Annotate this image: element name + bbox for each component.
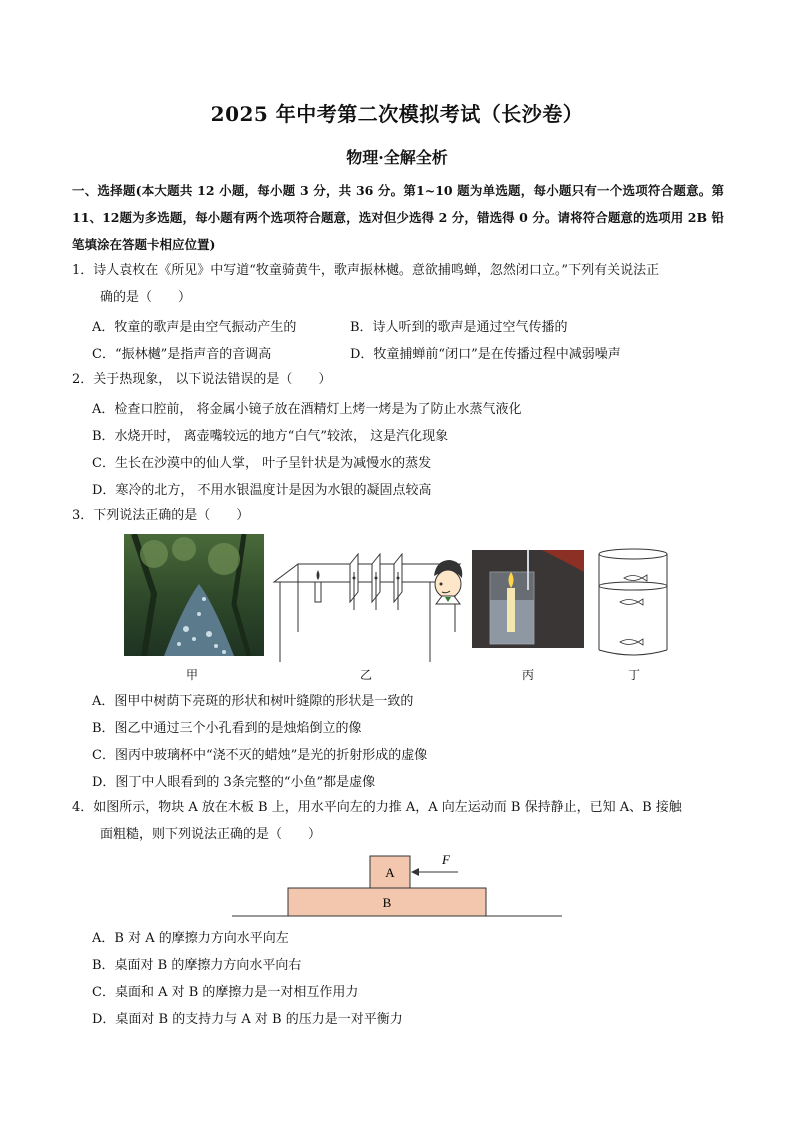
exam-title: 2025 年中考第二次模拟考试（长沙卷）: [210, 102, 584, 126]
question-stem-cont: 面粗糙，则下列说法正确的是（ ）: [100, 827, 322, 842]
figure-caption-bing: 丙: [521, 668, 534, 682]
option-3a: A．图甲中树荫下亮斑的形状和树叶缝隙的形状是一致的: [92, 694, 414, 709]
option-3c: C．图丙中玻璃杯中“浇不灭的蜡烛”是光的折射形成的虚像: [92, 748, 428, 763]
option-3b: B．图乙中通过三个小孔看到的是烛焰倒立的像: [92, 721, 362, 736]
figure-forest-photo: [124, 534, 264, 656]
figure-caption-jia: 甲: [185, 668, 198, 682]
option-2b: B．水烧开时， 离壶嘴较远的地方“白气”较浓， 这是汽化现象: [92, 429, 449, 444]
option-3d: D．图丁中人眼看到的 3条完整的“小鱼”都是虚像: [92, 775, 376, 790]
question-stem: 4．如图所示，物块 A 放在木板 B 上，用水平向左的力推 A，A 向左运动而 B 保持静止，已知 A、B 接触: [72, 800, 682, 815]
question-3: [72, 502, 724, 529]
force-label: F: [442, 852, 450, 867]
question-4: [72, 794, 724, 848]
question-stem: 2．关于热现象， 以下说法错误的是（ ）: [72, 372, 332, 387]
figure-caption-ding: 丁: [627, 668, 640, 682]
option-4d: D．桌面对 B 的支持力与 A 对 B 的压力是一对平衡力: [92, 1012, 403, 1027]
option-1a: A．牧童的歌声是由空气振动产生的: [92, 320, 297, 335]
option-2a: A．检查口腔前， 将金属小镜子放在酒精灯上烤一烤是为了防止水蒸气液化: [92, 402, 522, 417]
figure-candle-glass-photo: [472, 550, 584, 648]
option-1d: D．牧童捕蝉前“闭口”是在传播过程中减弱噪声: [350, 347, 621, 362]
question-stem: 3．下列说法正确的是（ ）: [72, 508, 250, 523]
question-stem: 1．诗人袁枚在《所见》中写道“牧童骑黄牛，歌声振林樾。意欲捕鸣蝉，忽然闭口立。”下列有关说法正: [72, 263, 660, 278]
exam-subtitle: 物理·全解全析: [346, 148, 448, 167]
option-1c: C．“振林樾”是指声音的音调高: [92, 347, 272, 362]
arrowhead-icon: [411, 868, 419, 876]
block-a-label: A: [385, 865, 395, 880]
option-2c: C．生长在沙漠中的仙人掌， 叶子呈针状是为减慢水的蒸发: [92, 456, 432, 471]
question-stem-cont: 确的是（ ）: [100, 290, 192, 305]
question-2: [72, 366, 724, 393]
section-instructions: 一、选择题(本大题共 12 小题，每小题 3 分，共 36 分。第1~10 题为单选题，每小题只有一个选项符合题意。第11、12题为多选题，每小题有两个选项符合题意，选对但少选得 2 分，错选得 0 分。请将符合题意的选项用 2B 铅笔填涂在答题卡相应位置): [72, 183, 724, 252]
question-1: [72, 257, 724, 311]
option-4b: B．桌面对 B 的摩擦力方向水平向右: [92, 958, 302, 973]
boy-face-icon: [428, 556, 468, 612]
figure-blocks-friction: [228, 846, 568, 920]
block-b-label: B: [382, 895, 392, 910]
option-1b: B．诗人听到的歌声是通过空气传播的: [350, 320, 568, 335]
option-2d: D．寒冷的北方， 不用水银温度计是因为水银的凝固点较高: [92, 483, 432, 498]
figure-caption-yi: 乙: [359, 668, 372, 682]
option-4c: C．桌面和 A 对 B 的摩擦力是一对相互作用力: [92, 985, 359, 1000]
option-4a: A．B 对 A 的摩擦力方向水平向左: [92, 931, 289, 946]
figure-fish-tank: [596, 546, 670, 660]
